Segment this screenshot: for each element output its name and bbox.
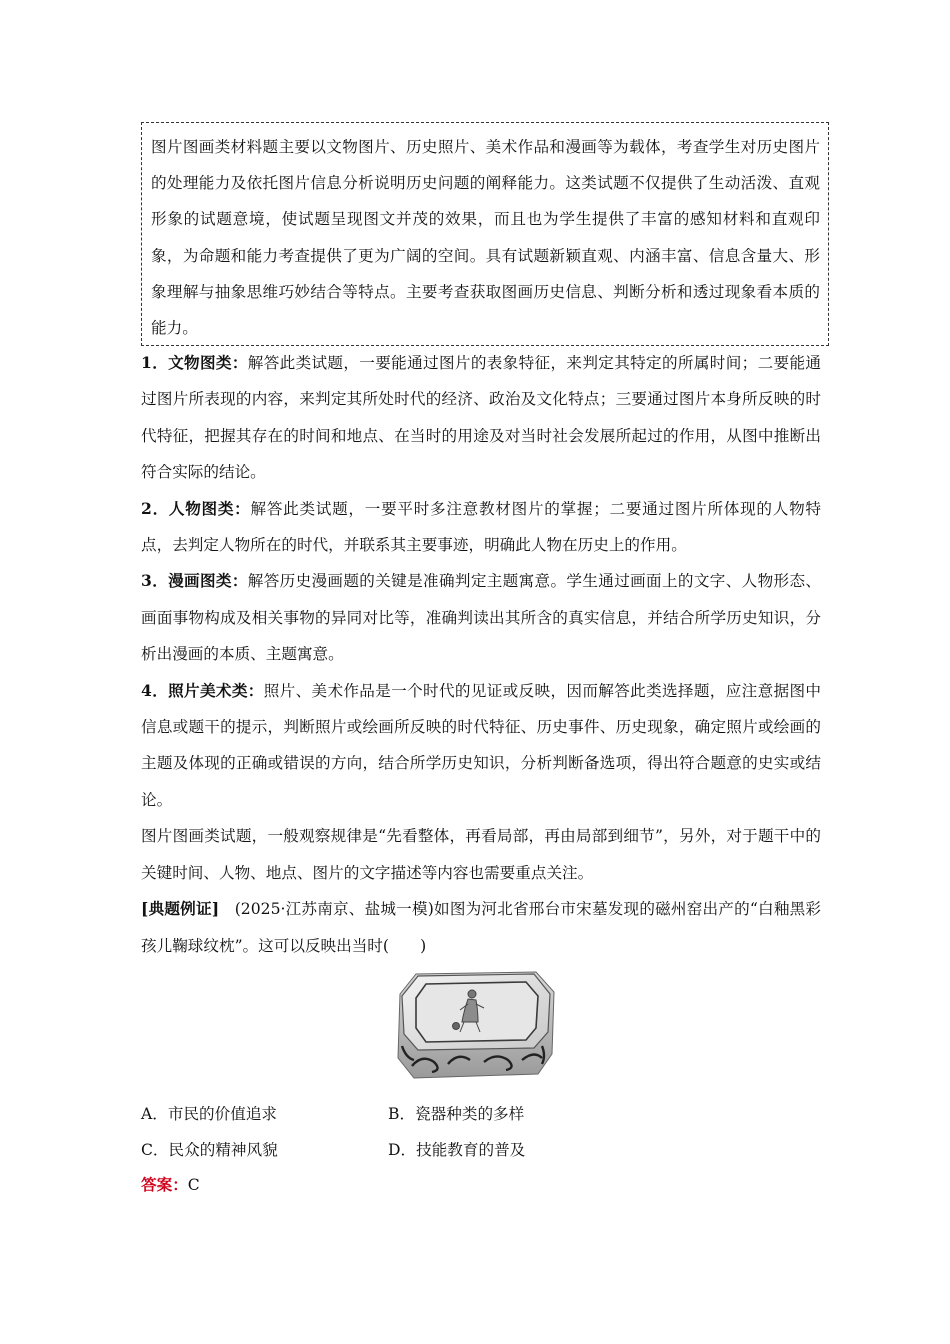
summary-paragraph: 图片图画类试题，一般观察规律是“先看整体，再看局部，再由局部到细节”，另外，对于题干中的关键时间、人物、地点、图片的文字描述等内容也需要重点关注。 <box>141 827 821 882</box>
section-text: 解答此类试题，一要能通过图片的表象特征，来判定其特定的所属时间；二要能通过图片所表现的内容，来判定其所处时代的经济、政治及文化特点；三要通过图片本身所反映的时代特征，把握其存在的时间和地点、在当时的用途及对当时社会发展所起过的作用，从图中推断出符合实际的结论。 <box>141 354 821 482</box>
porcelain-pillow-image <box>392 966 559 1083</box>
option-text: 市民的价值追求 <box>167 1105 278 1123</box>
example-source: (2025·江苏南京、盐城一模) <box>234 900 434 919</box>
option-letter: A． <box>141 1105 168 1123</box>
option-d <box>388 1132 635 1168</box>
option-b <box>388 1096 635 1132</box>
main-content <box>141 345 821 964</box>
option-letter: B． <box>388 1105 416 1123</box>
section-text: 照片、美术作品是一个时代的见证或反映，因而解答此类选择题，应注意据图中信息或题干的提示，判断照片或绘画所反映的时代特征、历史事件、历史现象，确定照片或绘画的主题及体现的正确或错误的方向，结合所学历史知识，分析判断备选项，得出符合题意的史实或结论。 <box>141 681 821 809</box>
option-c <box>141 1132 388 1168</box>
section-title: 漫画图类： <box>168 571 248 591</box>
section-4 <box>141 673 821 819</box>
intro-box <box>141 122 829 346</box>
section-text: 解答历史漫画题的关键是准确判定主题寓意。学生通过画面上的文字、人物形态、画面事物构成及相关事物的异同对比等，准确判读出其所含的真实信息，并结合所学历史知识，分析出漫画的本质、主题寓意。 <box>141 572 821 664</box>
answer-label: 答案： <box>141 1175 188 1194</box>
option-letter: D． <box>388 1141 417 1160</box>
option-text: 瓷器种类的多样 <box>415 1105 525 1123</box>
answer-options <box>141 1096 821 1169</box>
section-number: 3． <box>141 571 169 591</box>
answer-line <box>141 1170 200 1200</box>
section-title: 文物图类： <box>168 353 248 372</box>
pillow-illustration <box>392 966 559 1083</box>
section-title: 人物图类： <box>168 498 251 518</box>
section-1 <box>141 345 821 491</box>
intro-text: 图片图画类材料题主要以文物图片、历史照片、美术作品和漫画等为载体，考查学生对历史图片的处理能力及依托图片信息分析说明历史问题的阐释能力。这类试题不仅提供了生动活泼、直观形象的试题意境，使试题呈现图文并茂的效果，而且也为学生提供了丰富的感知材料和直观印象，为命题和能力考查提供了更为广阔的空间。具有试题新颖直观、内涵丰富、信息含量大、形象理解与抽象思维巧妙结合等特点。主要考查获取图画历史信息、判断分析和透过现象看本质的能力。 <box>151 138 820 338</box>
section-2 <box>141 491 821 564</box>
section-number: 4． <box>141 680 169 700</box>
option-letter: C． <box>141 1141 169 1160</box>
option-a <box>141 1096 388 1132</box>
options-row <box>141 1096 821 1132</box>
section-number: 1． <box>141 353 169 372</box>
section-title: 照片美术类： <box>168 680 264 700</box>
answer-value: C <box>187 1176 200 1194</box>
example-label: [典题例证] <box>141 899 220 919</box>
section-3 <box>141 563 821 672</box>
example-stem: 如图为河北省邢台市宋墓发现的磁州窑出产的“白釉黑彩孩儿鞠球纹枕”。这可以反映出当时( ) <box>141 900 821 955</box>
section-number: 2． <box>141 498 169 518</box>
section-text: 解答此类试题，一要平时多注意教材图片的掌握；二要通过图片所体现的人物特点，去判定人物所在的时代，并联系其主要事迹，明确此人物在历史上的作用。 <box>141 499 821 555</box>
options-row <box>141 1132 821 1168</box>
example-question <box>141 891 821 964</box>
option-text: 民众的精神风貌 <box>168 1141 278 1160</box>
option-text: 技能教育的普及 <box>416 1141 526 1160</box>
